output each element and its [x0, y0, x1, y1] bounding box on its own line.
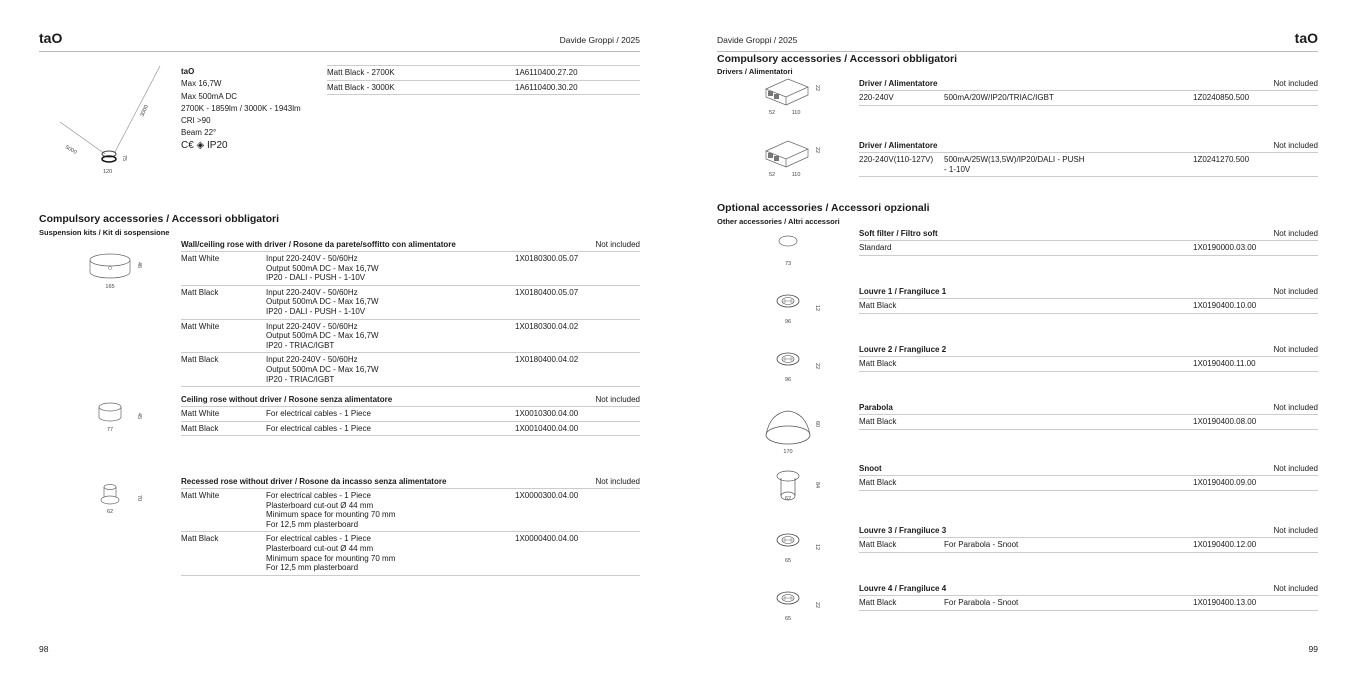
group-header [181, 477, 640, 489]
accessory-drawing [758, 235, 818, 285]
description-line [944, 359, 1184, 369]
accessory-drawing [80, 401, 140, 451]
product-code: 1X0000400.04.00 [515, 534, 579, 544]
dimension-label: 70 [136, 495, 142, 502]
group-header [181, 240, 640, 252]
section-subtitle: Suspension kits / Kit di sospensione [39, 228, 170, 237]
finish: Matt White [181, 321, 220, 331]
group-title: Parabola [859, 403, 893, 412]
description-line: For electrical cables - 1 Piece [266, 491, 371, 500]
finish: Matt White [181, 254, 220, 263]
table-row [859, 357, 1318, 372]
designer-year-right: Davide Groppi / 2025 [717, 35, 798, 45]
group-title: Snoot [859, 464, 882, 473]
dimension-label: 22 [814, 363, 820, 370]
page-title-right: taO [1294, 30, 1318, 46]
product-code: 1X0010400.04.00 [515, 423, 579, 433]
group-title: Louvre 3 / Frangiluce 3 [859, 526, 947, 535]
dimension-label: 12 [814, 305, 820, 312]
availability-status: Not included [595, 240, 640, 249]
product-code: 1X0190400.09.00 [1193, 478, 1257, 487]
accessory-group [859, 79, 1318, 106]
finish: Matt Black [859, 417, 897, 426]
finish: Matt White [181, 491, 220, 500]
table-row [181, 286, 640, 320]
variant-code: 1A6110400.30.20 [515, 82, 578, 92]
accessory-group [859, 464, 1318, 491]
description-line: Minimum space for mounting 70 mm [266, 553, 396, 563]
description-line: IP20 - TRIAC/IGBT [266, 374, 335, 384]
group-header [859, 141, 1318, 153]
spec-lumen: 2700K - 1859lm / 3000K - 1943lm [181, 103, 301, 113]
finish: Matt Black [181, 423, 219, 433]
table-row [859, 596, 1318, 611]
dimension-label: 22 [814, 602, 820, 609]
dimension-label: 60 [814, 421, 820, 428]
availability-status: Not included [595, 395, 640, 404]
product-code: 1Z0240850.500 [1193, 93, 1250, 102]
group-title: Louvre 4 / Frangiluce 4 [859, 584, 947, 593]
group-header [859, 229, 1318, 241]
dimension-label: 110 [791, 110, 801, 116]
page-number: 99 [1308, 644, 1318, 654]
product-code: 1X0190400.08.00 [1193, 417, 1257, 426]
description-line: For electrical cables - 1 Piece [266, 534, 371, 544]
accessory-drawing [758, 77, 818, 127]
description-line: - 1-10V [944, 164, 971, 174]
description-line: Plasterboard cut-out Ø 44 mm [266, 500, 374, 510]
dimension-label: 65 [784, 616, 792, 622]
accessory-group [181, 240, 640, 387]
product-code: 1X0190400.12.00 [1193, 540, 1257, 549]
dimension-label: 96 [784, 319, 792, 325]
product-code: 1X0180400.05.07 [515, 287, 579, 297]
table-row [859, 91, 1318, 106]
divider [39, 51, 640, 52]
finish: Matt Black [859, 359, 897, 368]
accessory-drawing [758, 470, 818, 520]
group-title: Driver / Alimentatore [859, 79, 938, 88]
variant-table [327, 65, 640, 95]
accessory-group [859, 141, 1318, 177]
availability-status: Not included [1273, 141, 1318, 150]
description-line [944, 301, 1184, 311]
description-line: For electrical cables - 1 Piece [266, 423, 371, 433]
certification-icons: C€ ◈ IP20 [181, 139, 228, 151]
group-header [859, 464, 1318, 476]
accessory-drawing [758, 351, 818, 401]
table-row [859, 415, 1318, 430]
product-code: 1Z0241270.500 [1193, 155, 1250, 164]
dimension-label: 170 [783, 449, 793, 455]
accessory-group [859, 229, 1318, 256]
availability-status: Not included [1273, 403, 1318, 412]
description-line: Output 500mA DC - Max 16,7W [266, 364, 379, 374]
description-line: IP20 - DALI - PUSH - 1-10V [266, 306, 366, 316]
product-code: 1X0190400.11.00 [1193, 359, 1256, 368]
description-line: For 12,5 mm plasterboard [266, 519, 359, 529]
description-line: Output 500mA DC - Max 16,7W [266, 297, 379, 307]
product-code: 1X0190400.13.00 [1193, 598, 1257, 607]
finish: Matt Black [181, 287, 219, 297]
accessory-drawing [758, 532, 818, 582]
product-name: taO [181, 67, 195, 76]
table-row [859, 476, 1318, 491]
accessory-group [859, 345, 1318, 372]
spec-current: Max 500mA DC [181, 91, 238, 101]
description-line: Output 500mA DC - Max 16,7W [266, 263, 379, 273]
product-code: 1X0190400.10.00 [1193, 301, 1257, 310]
accessory-group [181, 477, 640, 576]
accessory-drawing [758, 293, 818, 343]
accessory-drawing [758, 409, 818, 459]
divider [717, 51, 1318, 52]
table-row [181, 407, 640, 422]
dimension-label: 5000 [64, 144, 78, 156]
group-header [859, 345, 1318, 357]
description-line: Input 220-240V - 50/60Hz [266, 355, 358, 365]
dimension-label: 45 [136, 413, 142, 420]
accessory-group [859, 584, 1318, 611]
availability-status: Not included [595, 477, 640, 486]
group-header [859, 403, 1318, 415]
description-line: For electrical cables - 1 Piece [266, 409, 371, 418]
table-row [859, 153, 1318, 177]
accessory-drawing [80, 483, 140, 533]
dimension-label: 3000 [139, 104, 150, 118]
description-line: For Parabola - Snoot [944, 598, 1019, 607]
table-row [859, 241, 1318, 256]
availability-status: Not included [1273, 584, 1318, 593]
finish: 220-240V [859, 93, 894, 102]
description-line: For Parabola - Snoot [944, 540, 1019, 549]
product-code: 1X0190000.03.00 [1193, 243, 1257, 252]
finish: Matt Black [181, 534, 219, 544]
finish: Matt Black [859, 598, 897, 607]
finish: Matt Black [181, 355, 219, 365]
description-line: 500mA/25W(13,5W)/IP20/DALI - PUSH [944, 155, 1085, 164]
finish: Matt Black [859, 301, 897, 310]
description-line: Input 220-240V - 50/60Hz [266, 254, 358, 263]
dimension-label: 62 [106, 509, 114, 515]
section-title: Compulsory accessories / Accessori obbligatori [717, 53, 958, 65]
description-line [944, 243, 1184, 253]
variant-finish: Matt Black - 2700K [327, 68, 395, 77]
accessory-group [181, 395, 640, 436]
table-row [859, 299, 1318, 314]
group-header [859, 79, 1318, 91]
dimension-label: 73 [784, 261, 792, 267]
dimension-label: 96 [784, 377, 792, 383]
table-row [327, 81, 640, 96]
table-row [327, 66, 640, 81]
table-row [181, 532, 640, 575]
dimension-label: 110 [791, 172, 801, 178]
finish: 220-240V(110-127V) [859, 155, 934, 164]
dimension-label: 65 [784, 558, 792, 564]
dimension-label: 22 [814, 147, 820, 154]
group-title: Driver / Alimentatore [859, 141, 938, 150]
description-line: Input 220-240V - 50/60Hz [266, 287, 358, 297]
dimension-label: 62 [784, 496, 792, 502]
product-code: 1X0000300.04.00 [515, 491, 579, 500]
description-line: IP20 - DALI - PUSH - 1-10V [266, 273, 366, 283]
group-title: Wall/ceiling rose with driver / Rosone da parete/soffitto con alimentatore [181, 240, 456, 249]
dimension-label: 46 [136, 262, 142, 269]
spec-beam: Beam 22° [181, 128, 217, 138]
dimension-label: 84 [814, 482, 820, 489]
section-subtitle: Drivers / Alimentatori [717, 67, 793, 76]
accessory-drawing [80, 250, 140, 300]
table-row [181, 353, 640, 387]
description-line: Minimum space for mounting 70 mm [266, 510, 396, 520]
description-line: Plasterboard cut-out Ø 44 mm [266, 543, 374, 553]
table-row [181, 422, 640, 437]
accessory-drawing [758, 139, 818, 189]
group-header [181, 395, 640, 407]
description-line [944, 417, 1184, 427]
spec-power: Max 16,7W [181, 79, 222, 89]
table-row [859, 538, 1318, 553]
availability-status: Not included [1273, 526, 1318, 535]
dimension-label: 52 [768, 110, 776, 116]
description-line: For 12,5 mm plasterboard [266, 563, 359, 573]
section-title: Compulsory accessories / Accessori obbligatori [39, 213, 280, 225]
page-title-left: taO [39, 30, 63, 46]
finish: Standard [859, 243, 892, 252]
description-line [944, 478, 1184, 488]
dimension-label: 120 [103, 169, 113, 175]
group-title: Ceiling rose without driver / Rosone senza alimentatore [181, 395, 393, 404]
product-code: 1X0180400.04.02 [515, 355, 579, 365]
variant-finish: Matt Black - 3000K [327, 82, 395, 92]
table-row [181, 252, 640, 286]
product-code: 1X0180300.05.07 [515, 254, 579, 263]
availability-status: Not included [1273, 464, 1318, 473]
designer-year-left: Davide Groppi / 2025 [559, 35, 640, 45]
group-header [859, 287, 1318, 299]
section-title: Optional accessories / Accessori opzionali [717, 202, 930, 214]
variant-code: 1A6110400.27.20 [515, 68, 578, 77]
group-title: Louvre 1 / Frangiluce 1 [859, 287, 947, 296]
availability-status: Not included [1273, 345, 1318, 354]
dimension-label: 12 [814, 544, 820, 551]
group-header [859, 584, 1318, 596]
spec-cri: CRI >90 [181, 116, 211, 126]
group-header [859, 526, 1318, 538]
description-line: 500mA/20W/IP20/TRIAC/IGBT [944, 93, 1054, 102]
finish: Matt Black [859, 478, 897, 487]
dimension-label: 52 [768, 172, 776, 178]
availability-status: Not included [1273, 79, 1318, 88]
dimension-label: 165 [105, 284, 115, 290]
table-row [181, 489, 640, 532]
description-line: Output 500mA DC - Max 16,7W [266, 331, 379, 341]
product-drawing [45, 62, 175, 182]
section-subtitle: Other accessories / Altri accessori [717, 217, 840, 226]
dimension-label: 75 [121, 155, 127, 162]
accessory-group [859, 403, 1318, 430]
dimension-label: 22 [814, 85, 820, 92]
accessory-drawing [758, 590, 818, 640]
dimension-label: 77 [106, 427, 114, 433]
availability-status: Not included [1273, 287, 1318, 296]
group-title: Louvre 2 / Frangiluce 2 [859, 345, 947, 354]
description-line: Input 220-240V - 50/60Hz [266, 321, 358, 331]
page-number: 98 [39, 644, 49, 654]
description-line: IP20 - TRIAC/IGBT [266, 340, 335, 350]
product-code: 1X0180300.04.02 [515, 321, 579, 331]
table-row [181, 320, 640, 354]
finish: Matt White [181, 409, 220, 418]
finish: Matt Black [859, 540, 897, 549]
group-title: Recessed rose without driver / Rosone da incasso senza alimentatore [181, 477, 447, 486]
group-title: Soft filter / Filtro soft [859, 229, 938, 238]
product-code: 1X0010300.04.00 [515, 409, 579, 418]
availability-status: Not included [1273, 229, 1318, 238]
accessory-group [859, 287, 1318, 314]
product-specs [181, 66, 301, 152]
accessory-group [859, 526, 1318, 553]
